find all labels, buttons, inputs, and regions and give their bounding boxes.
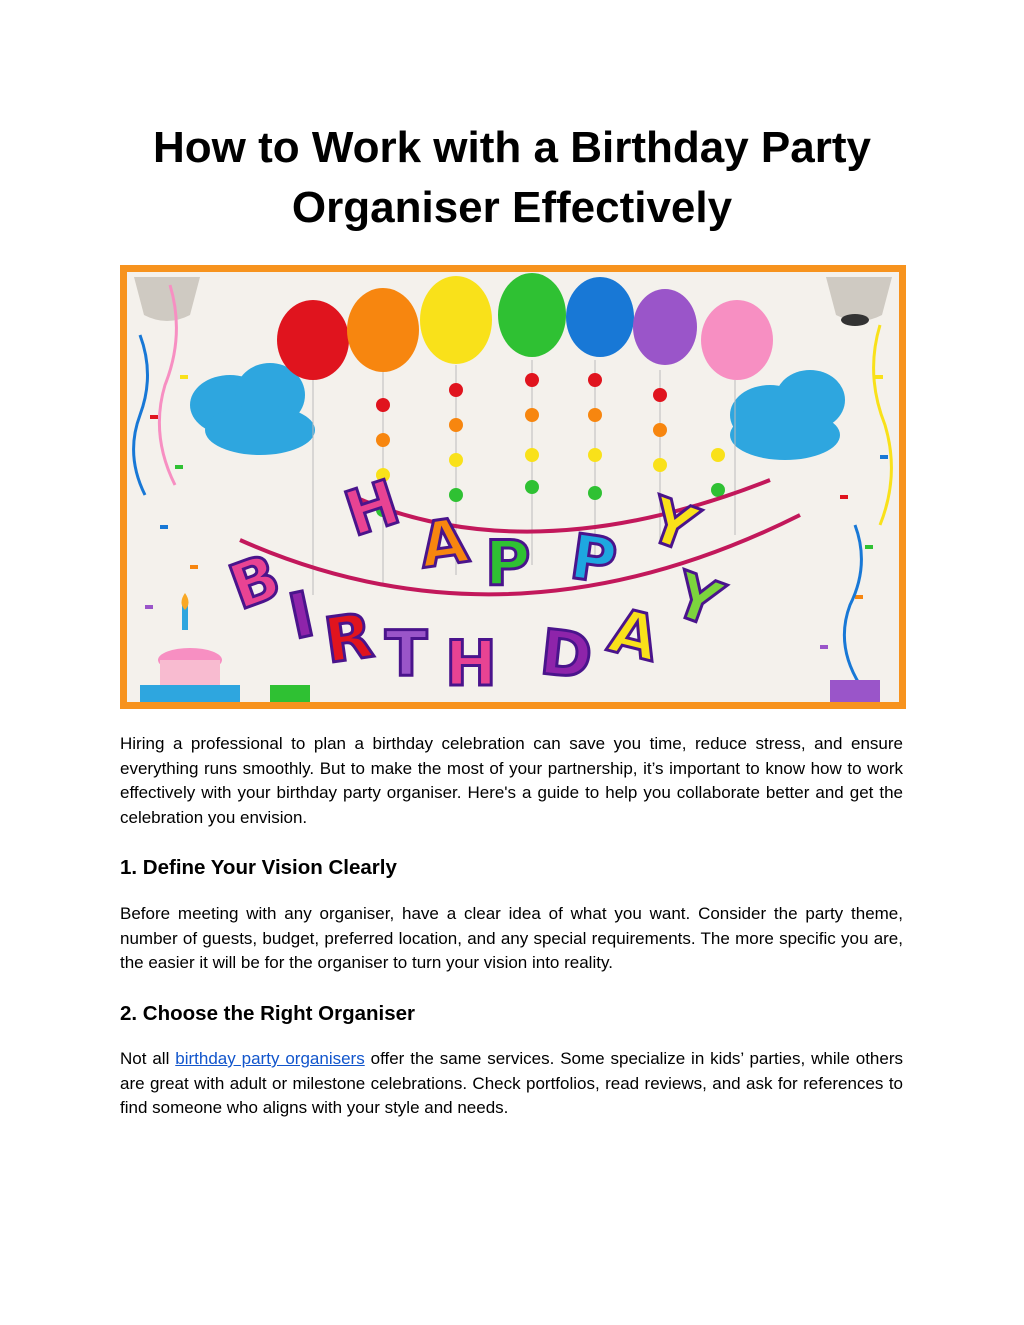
section-2-body-end: offer the same services. Some specialize in kids’ parties, while others are great with adult or milestone celebrations. Check portfolios, read reviews, and ask for references to find someone who aligns with your style and needs.	[120, 1049, 903, 1118]
svg-text:H: H	[445, 627, 497, 700]
svg-text:Y: Y	[639, 482, 707, 567]
page-title	[120, 118, 904, 238]
section-2-body	[120, 1047, 903, 1121]
svg-text:Y: Y	[664, 557, 732, 642]
svg-text:H: H	[336, 465, 408, 551]
svg-text:T: T	[385, 617, 428, 690]
svg-text:R: R	[319, 598, 378, 678]
section-1-heading: 1. Define Your Vision Clearly	[120, 856, 397, 879]
svg-text:P: P	[566, 519, 622, 599]
birthday-decoration-image	[120, 265, 906, 709]
svg-text:P: P	[485, 527, 531, 600]
svg-text:B: B	[220, 539, 290, 625]
svg-text:A: A	[602, 593, 667, 676]
svg-text:I: I	[282, 577, 321, 654]
section-1-body: Before meeting with any organiser, have a clear idea of what you want. Consider the party theme, number of guests, budget, preferred location, and any special requirements. The more specific you are, the easier it will be for the organiser to turn your vision into reality.	[120, 904, 903, 973]
intro-paragraph: Hiring a professional to plan a birthday celebration can save you time, reduce stress, and ensure everything runs smoothly. But to make the most of your partnership, it’s important to know how to work effectively with your birthday party organiser. Here's a guide to help you collaborate better and get the celebration you envision.	[120, 734, 903, 827]
section-2-body-start: Not all	[120, 1049, 176, 1068]
title-line-2: Organiser Effectively	[291, 183, 733, 232]
svg-text:D: D	[536, 615, 596, 694]
title-line-1: How to Work with a Birthday Party	[153, 123, 871, 172]
svg-text:A: A	[414, 503, 473, 583]
section-2-heading: 2. Choose the Right Organiser	[120, 1002, 416, 1025]
birthday-party-organisers-link[interactable]: birthday party organisers	[175, 1049, 365, 1068]
